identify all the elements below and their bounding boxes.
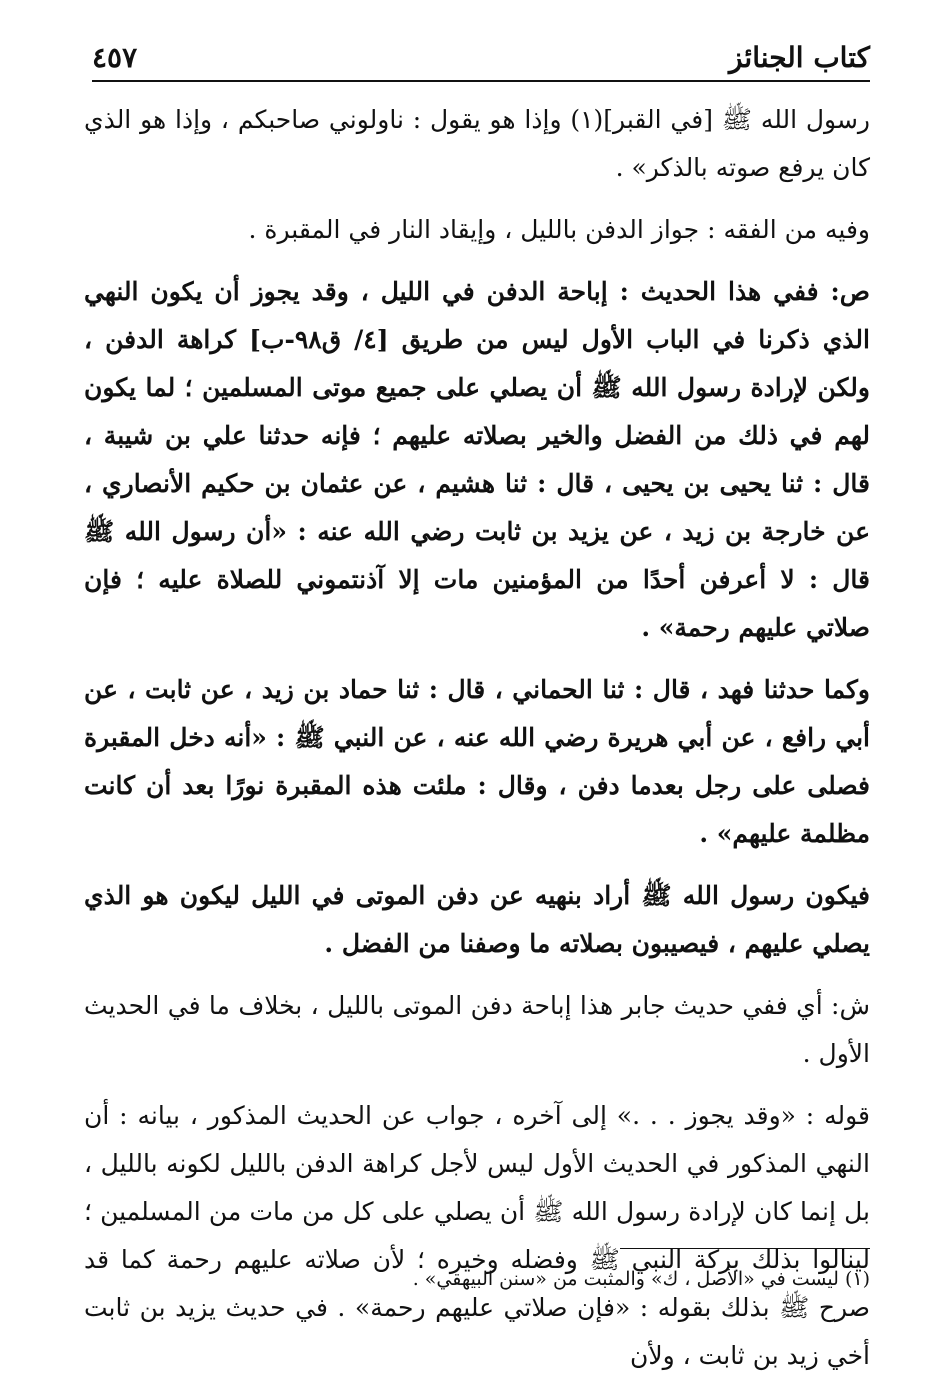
paragraph-4: وكما حدثنا فهد ، قال : ثنا الحماني ، قال : ثنا حماد بن زيد ، عن ثابت ، عن أبي رافع ، عن أبي هريرة رضي الله عنه ، عن النبي ﷺ : «أنه دخل المقبرة فصلى على رجل بعدما دفن ، وقال : ملئت هذه المقبرة نورًا بعد أن كانت مظلمة عليهم» . [84, 675, 870, 848]
paragraph-5: فيكون رسول الله ﷺ أراد بنهيه عن دفن الموتى في الليل ليكون هو الذي يصلي عليهم ، فيصيبون بصلاته ما وصفنا من الفضل . [84, 881, 870, 958]
paragraph-7: قوله : «وقد يجوز . . .» إلى آخره ، جواب عن الحديث المذكور ، بيانه : أن النهي المذكور في الحديث الأول ليس لأجل كراهة الدفن بالليل لكونه بالليل ، بل إنما كان لإرادة رسول الله ﷺ أن يصلي على كل من مات من المسلمين ؛ لينالوا بذلك بركة النبي ﷺ وفضله وخيره ؛ لأن صلاته عليهم رحمة كما قد صرح ﷺ بذلك بقوله : «فإن صلاتي عليهم رحمة» . في حديث يزيد بن ثابت أخي زيد بن ثابت ، ولأن [84, 1101, 870, 1370]
page-header [92, 34, 870, 82]
body-text [84, 96, 870, 1394]
paragraph-6: ش: أي ففي حديث جابر هذا إباحة دفن الموتى بالليل ، بخلاف ما في الحديث الأول . [84, 991, 870, 1068]
page-number: ٤٥٧ [92, 41, 138, 74]
paragraph-1: رسول الله ﷺ [في القبر](١) وإذا هو يقول : ناولوني صاحبكم ، وإذا هو الذي كان يرفع صوته بالذكر» . [84, 105, 870, 182]
book-title: كتاب الجنائز [728, 41, 870, 74]
paragraph-3: ص: ففي هذا الحديث : إباحة الدفن في الليل ، وقد يجوز أن يكون النهي الذي ذكرنا في الباب الأول ليس من طريق [٤/ ق٩٨-ب] كراهة الدفن ، ولكن لإرادة رسول الله ﷺ أن يصلي على جميع موتى المسلمين ؛ لما يكون لهم في ذلك من الفضل والخير بصلاته عليهم ؛ فإنه حدثنا علي بن شيبة ، قال : ثنا يحيى بن يحيى ، قال : ثنا هشيم ، عن عثمان بن حكيم الأنصاري ، عن خارجة بن زيد ، عن يزيد بن ثابت رضي الله عنه : «أن رسول الله ﷺ قال : لا أعرفن أحدًا من المؤمنين مات إلا آذنتموني للصلاة عليه ؛ فإن صلاتي عليهم رحمة» . [84, 277, 870, 642]
footnote-divider [620, 1248, 870, 1249]
footnote: (١) ليست في «الأصل ، ك» والمثبت من «سنن البيهقي» . [412, 1268, 870, 1290]
paragraph-2: وفيه من الفقه : جواز الدفن بالليل ، وإيقاد النار في المقبرة . [248, 215, 870, 244]
